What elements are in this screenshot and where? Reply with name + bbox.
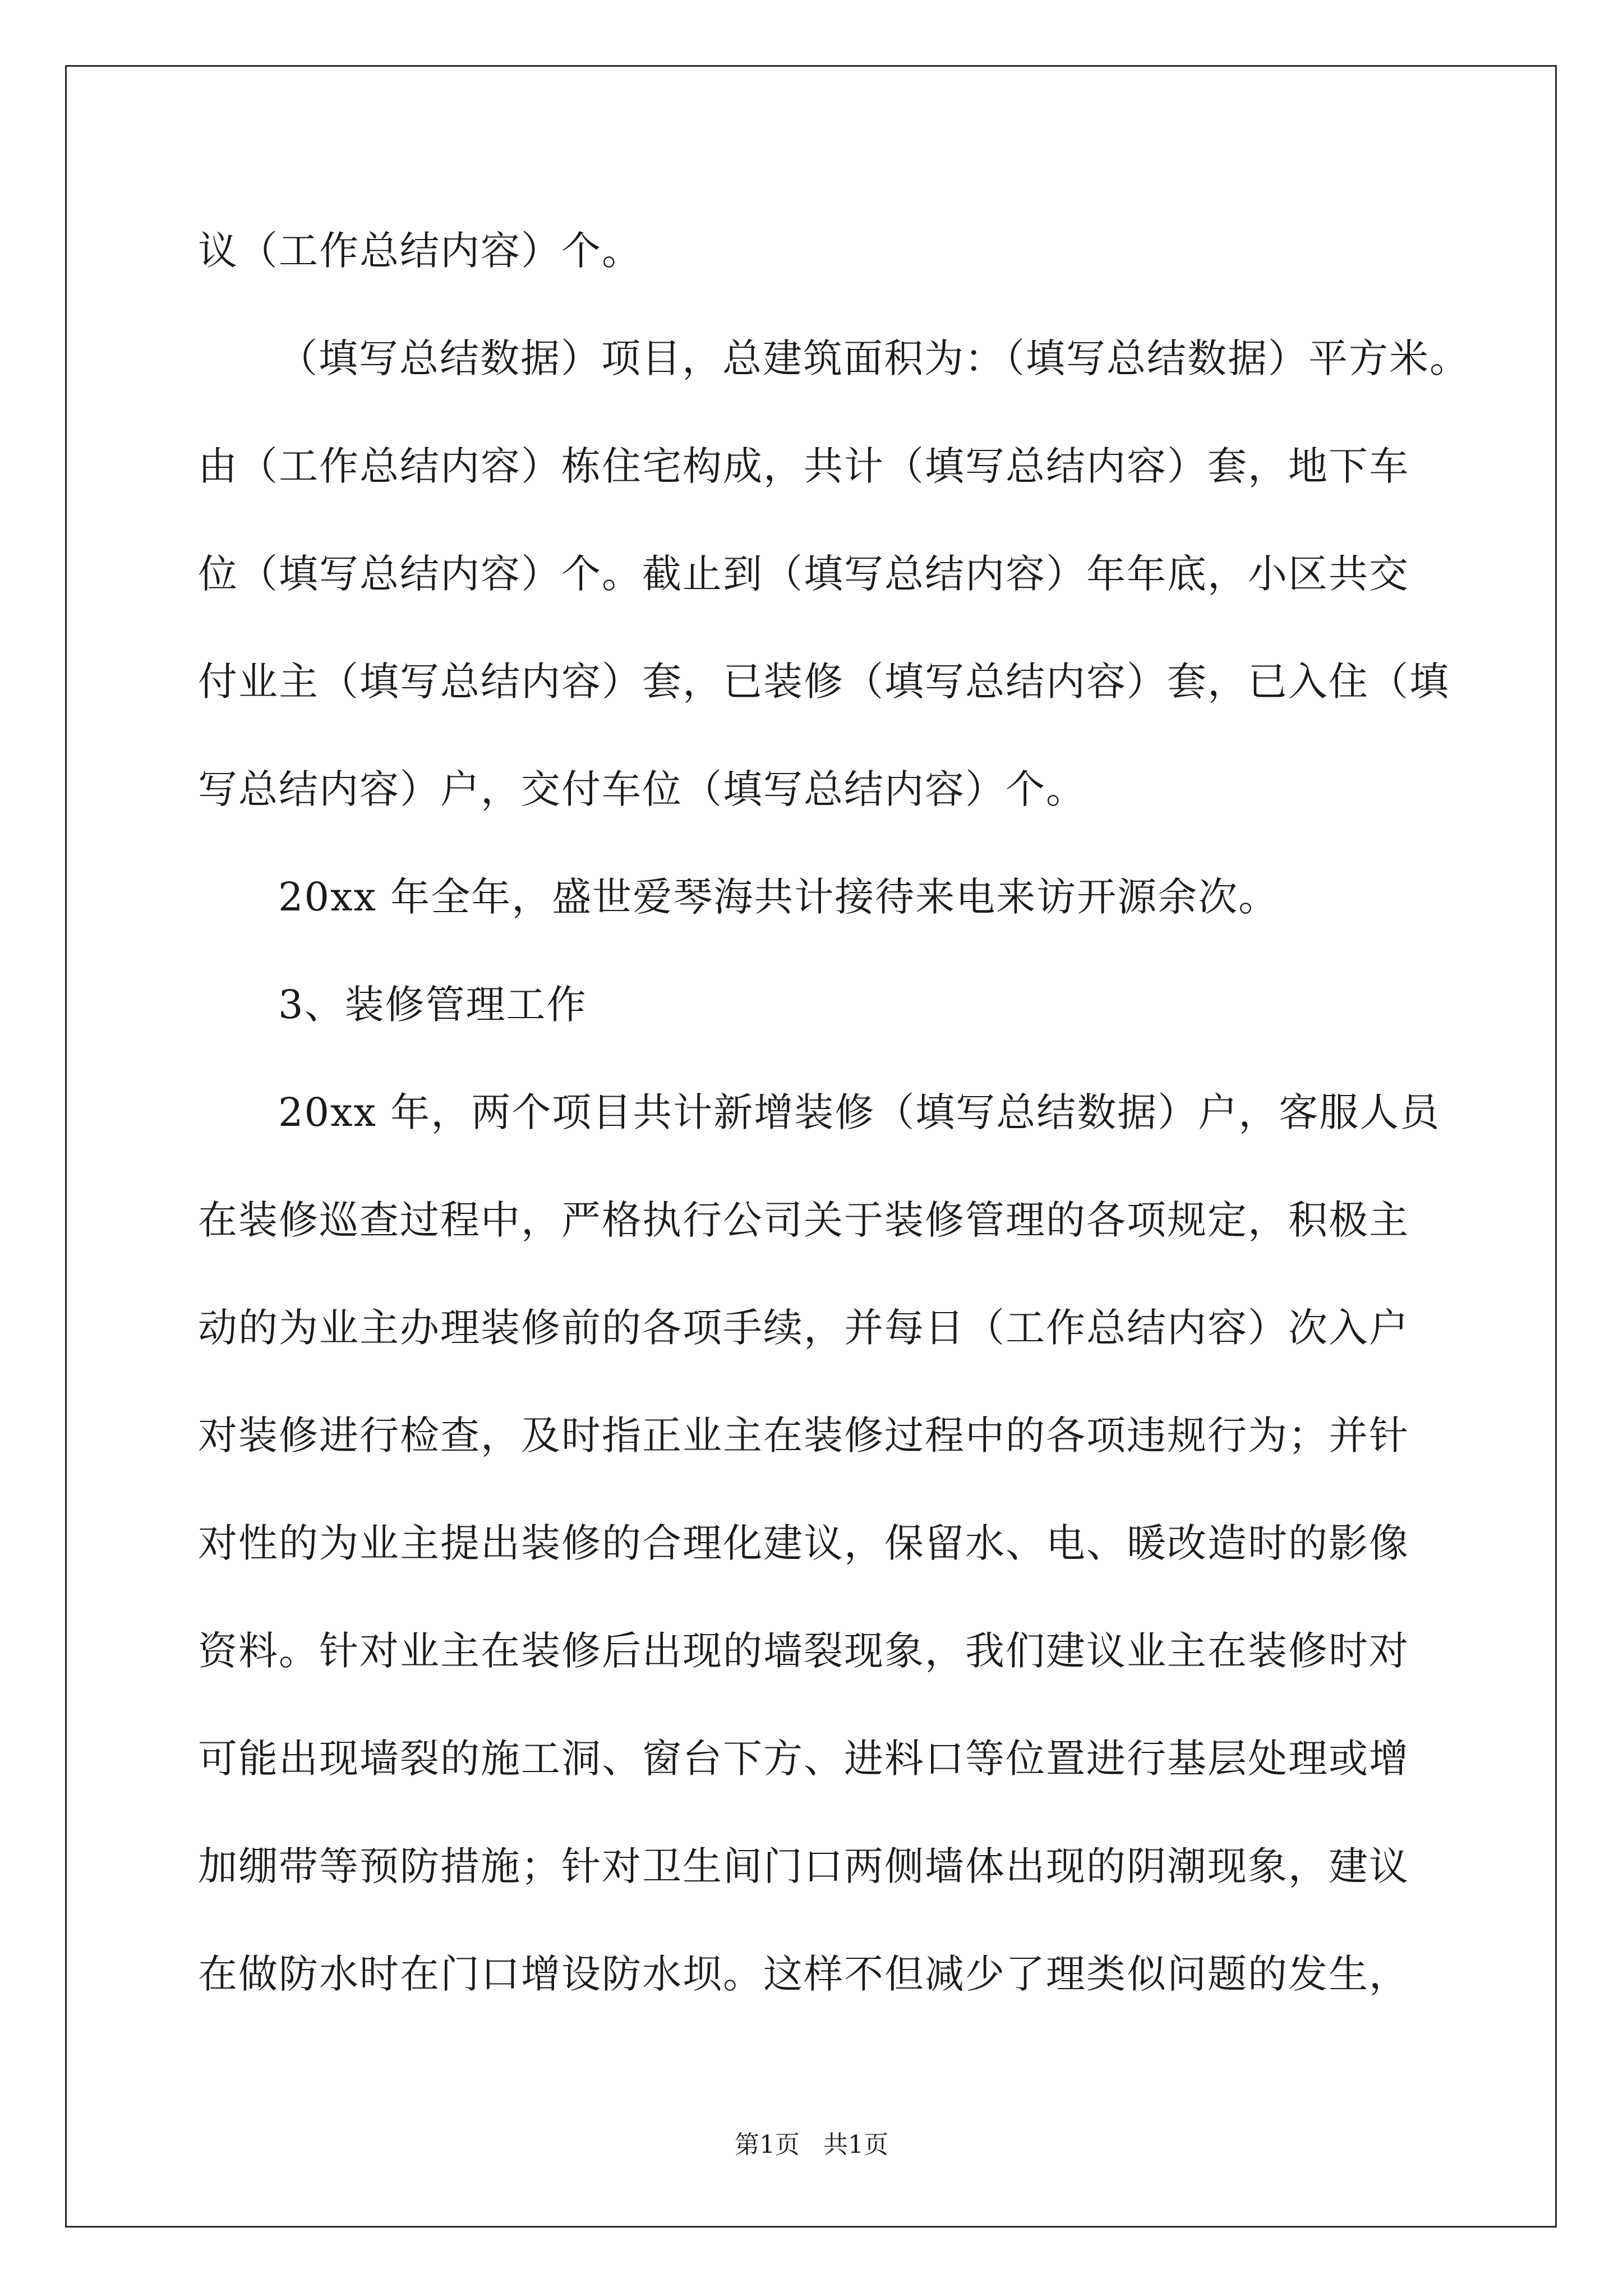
page-border bbox=[65, 65, 1557, 2228]
page-number-footer: 第1页 共1页 bbox=[735, 2131, 888, 2159]
text-line: 付业主（填写总结内容）套，已装修（填写总结内容）套，已入住（填 bbox=[198, 659, 1450, 705]
text-line: 由（工作总结内容）栋住宅构成，共计（填写总结内容）套，地下车 bbox=[198, 443, 1409, 489]
text-line: 动的为业主办理装修前的各项手续，并每日（工作总结内容）次入户 bbox=[198, 1305, 1409, 1351]
text-line: 对性的为业主提出装修的合理化建议，保留水、电、暖改造时的影像 bbox=[198, 1520, 1409, 1566]
paragraph-line: 20xx 年，两个项目共计新增装修（填写总结数据）户，客服人员 bbox=[278, 1089, 1441, 1135]
paragraph-line: （填写总结数据）项目，总建筑面积为：（填写总结数据）平方米。 bbox=[278, 335, 1470, 381]
text-line: 在装修巡查过程中，严格执行公司关于装修管理的各项规定，积极主 bbox=[198, 1197, 1409, 1243]
text-line: 对装修进行检查，及时指正业主在装修过程中的各项违规行为；并针 bbox=[198, 1412, 1409, 1458]
paragraph-line: 20xx 年全年，盛世爱琴海共计接待来电来访开源余次。 bbox=[278, 874, 1279, 920]
text-line: 议（工作总结内容）个。 bbox=[198, 228, 642, 274]
section-heading: 3、装修管理工作 bbox=[278, 982, 587, 1028]
text-line: 在做防水时在门口增设防水坝。这样不但减少了理类似问题的发生， bbox=[198, 1951, 1409, 1997]
text-line: 可能出现墙裂的施工洞、窗台下方、进料口等位置进行基层处理或增 bbox=[198, 1736, 1409, 1782]
text-line: 资料。针对业主在装修后出现的墙裂现象，我们建议业主在装修时对 bbox=[198, 1628, 1409, 1674]
text-line: 加绷带等预防措施；针对卫生间门口两侧墙体出现的阴潮现象，建议 bbox=[198, 1843, 1409, 1889]
text-line: 写总结内容）户，交付车位（填写总结内容）个。 bbox=[198, 766, 1086, 812]
text-line: 位（填写总结内容）个。截止到（填写总结内容）年年底，小区共交 bbox=[198, 551, 1409, 597]
